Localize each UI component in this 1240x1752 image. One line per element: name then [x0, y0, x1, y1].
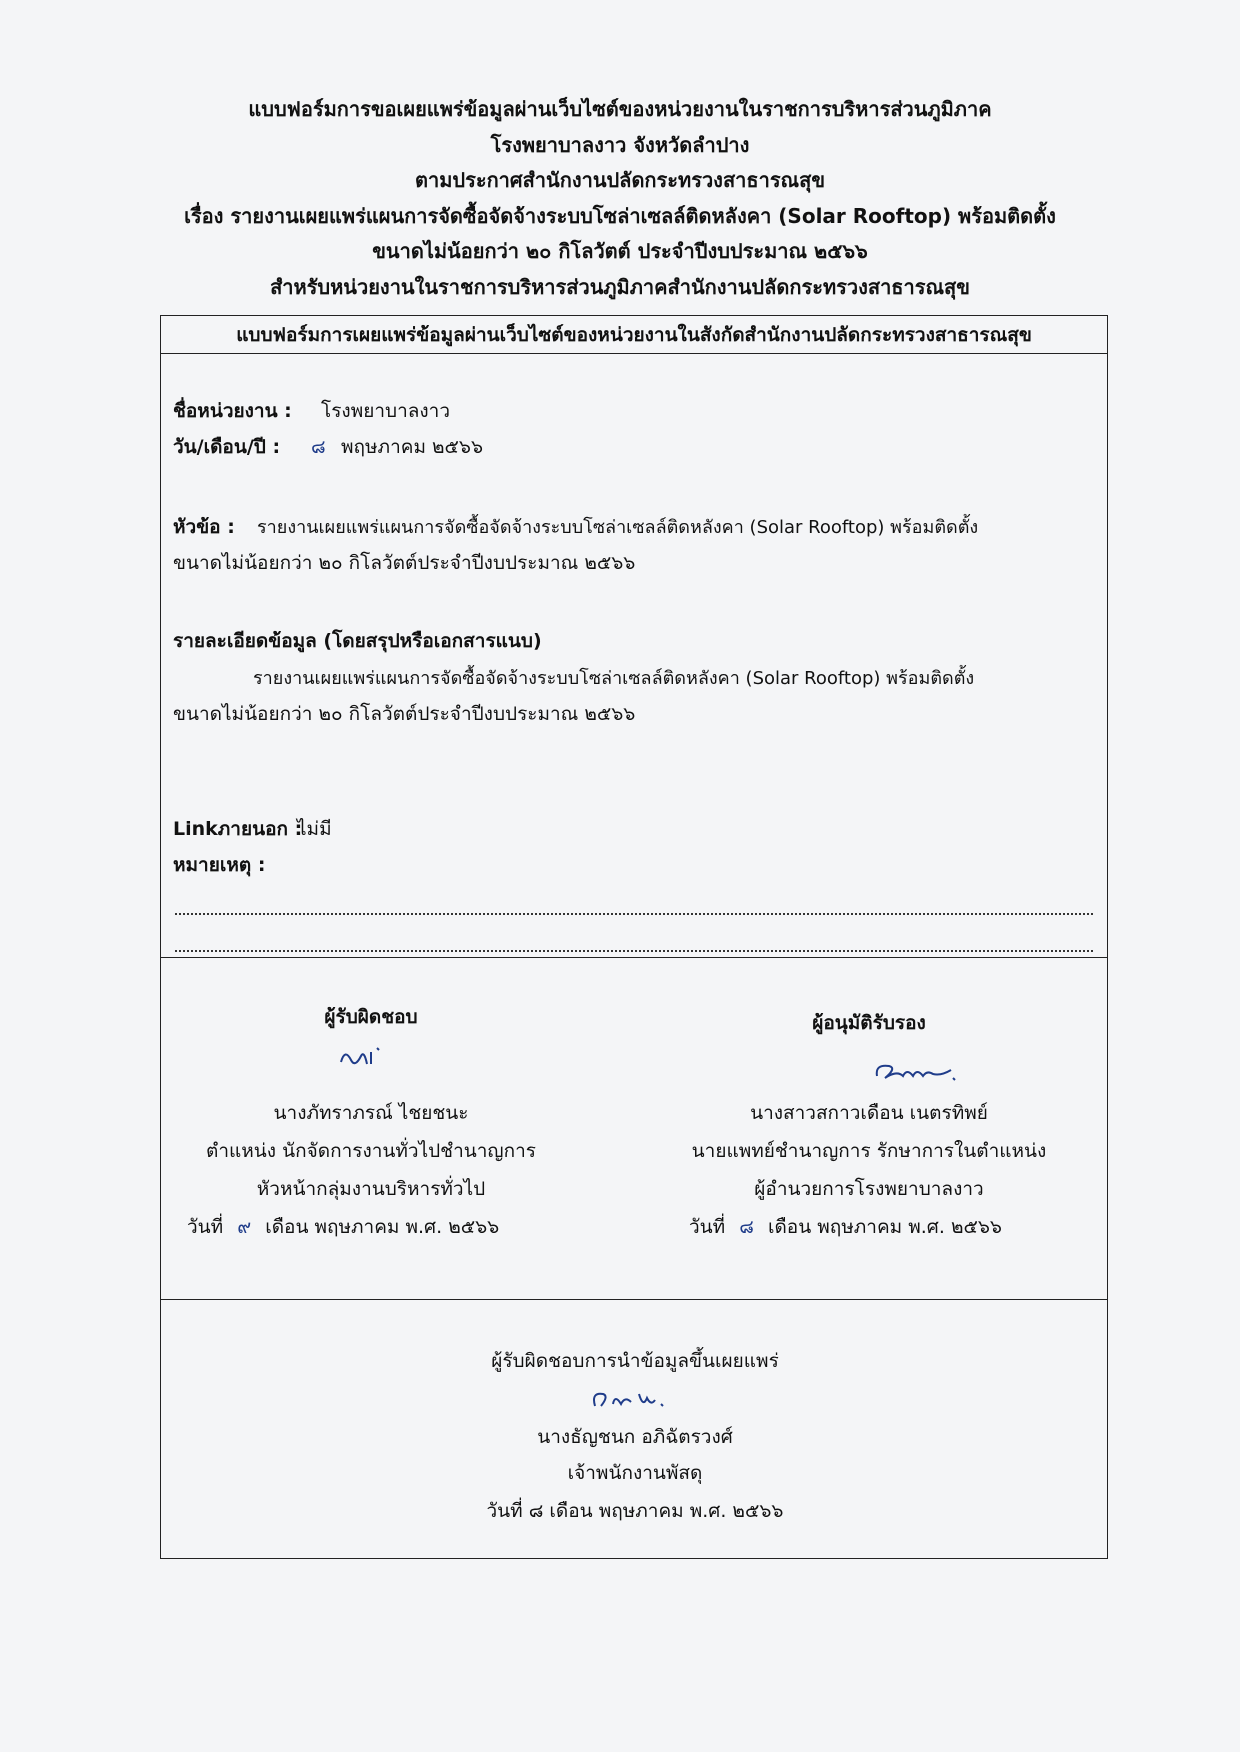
responsible-name: นางภัทราภรณ์ ไชยชนะ — [273, 1102, 469, 1124]
approver-date-day: ๘ — [739, 1216, 754, 1238]
header-line-1: แบบฟอร์มการขอเผยแพร่ข้อมูลผ่านเว็บไซต์ของหน่วยงานในราชการบริหารส่วนภูมิภาค — [248, 97, 992, 121]
publisher-name: นางธัญชนก อภิฉัตรวงศ์ — [537, 1426, 733, 1448]
date-rest: พฤษภาคม ๒๕๖๖ — [341, 436, 484, 458]
detail-label: รายละเอียดข้อมูล (โดยสรุปหรือเอกสารแนบ) — [173, 630, 542, 652]
document-header — [0, 92, 1240, 305]
responsible-date-day: ๙ — [237, 1216, 252, 1238]
approver-date — [689, 1212, 1002, 1242]
responsible-date-rest: เดือน พฤษภาคม พ.ศ. ๒๕๖๖ — [265, 1216, 500, 1238]
date-label: วัน/เดือน/ปี : — [173, 436, 281, 458]
header-line-4: เรื่อง รายงานเผยแพร่แผนการจัดซื้อจัดจ้างระบบโซล่าเซลล์ติดหลังคา (Solar Rooftop) พร้อมติดตั้ง — [184, 203, 1056, 228]
publisher-date: วันที่ ๘ เดือน พฤษภาคม พ.ศ. ๒๕๖๖ — [486, 1500, 784, 1522]
approver-date-prefix: วันที่ — [689, 1216, 726, 1238]
note-dotted-line-1 — [175, 913, 1093, 915]
date-day: ๘ — [311, 436, 326, 458]
subject-line-2: ขนาดไม่น้อยกว่า ๒๐ กิโลวัตต์ประจำปีงบประมาณ ๒๕๖๖ — [173, 552, 636, 574]
responsible-date — [187, 1212, 499, 1242]
header-line-2: โรงพยาบาลงาว จังหวัดลำปาง — [490, 132, 750, 157]
subject-line-1: รายงานเผยแพร่แผนการจัดซื้อจัดจ้างระบบโซล่าเซลล์ติดหลังคา (Solar Rooftop) พร้อมติดตั้ง — [257, 517, 979, 538]
responsible-position: ตำแหน่ง นักจัดการงานทั่วไปชำนาญการ — [206, 1140, 536, 1162]
header-line-6: สำหรับหน่วยงานในราชการบริหารส่วนภูมิภาคสำนักงานปลัดกระทรวงสาธารณสุข — [270, 274, 970, 299]
approver-heading: ผู้อนุมัติรับรอง — [812, 1012, 926, 1034]
header-line-3: ตามประกาศสำนักงานปลัดกระทรวงสาธารณสุข — [414, 168, 825, 192]
note-label: หมายเหตุ : — [173, 854, 266, 876]
agency-label: ชื่อหน่วยงาน : — [173, 400, 292, 422]
responsible-date-prefix: วันที่ — [187, 1216, 224, 1238]
approver-position: นายแพทย์ชำนาญการ รักษาการในตำแหน่ง — [691, 1140, 1047, 1162]
publisher-heading: ผู้รับผิดชอบการนำข้อมูลขึ้นเผยแพร่ — [491, 1350, 779, 1372]
approver-signature — [871, 1058, 961, 1088]
approver-date-rest: เดือน พฤษภาคม พ.ศ. ๒๕๖๖ — [767, 1216, 1002, 1238]
responsible-role: หัวหน้ากลุ่มงานบริหารทั่วไป — [256, 1178, 486, 1200]
form-title: แบบฟอร์มการเผยแพร่ข้อมูลผ่านเว็บไซต์ของหน่วยงานในสังกัดสำนักงานปลัดกระทรวงสาธารณสุข — [161, 316, 1107, 354]
header-line-5: ขนาดไม่น้อยกว่า ๒๐ กิโลวัตต์ ประจำปีงบประมาณ ๒๕๖๖ — [372, 239, 868, 263]
responsible-heading: ผู้รับผิดชอบ — [324, 1006, 418, 1028]
approver-name: นางสาวสกาวเดือน เนตรทิพย์ — [750, 1102, 988, 1124]
approver-role: ผู้อำนวยการโรงพยาบาลงาว — [754, 1178, 984, 1200]
detail-line-1: รายงานเผยแพร่แผนการจัดซื้อจัดจ้างระบบโซล่าเซลล์ติดหลังคา (Solar Rooftop) พร้อมติดตั้ง — [253, 668, 975, 689]
section-divider-2 — [161, 1299, 1107, 1300]
note-dotted-line-2 — [175, 950, 1093, 952]
form-frame — [160, 315, 1108, 1559]
responsible-signature — [331, 1038, 391, 1078]
publisher-signature — [585, 1382, 675, 1416]
link-value: ไม่มี — [297, 818, 332, 840]
section-divider-1 — [161, 957, 1107, 958]
detail-line-2: ขนาดไม่น้อยกว่า ๒๐ กิโลวัตต์ประจำปีงบประมาณ ๒๕๖๖ — [173, 703, 636, 725]
agency-value: โรงพยาบาลงาว — [321, 400, 451, 422]
subject-label: หัวข้อ : — [173, 516, 235, 538]
link-label: Linkภายนอก : — [173, 818, 303, 840]
publisher-position: เจ้าพนักงานพัสดุ — [567, 1462, 703, 1484]
